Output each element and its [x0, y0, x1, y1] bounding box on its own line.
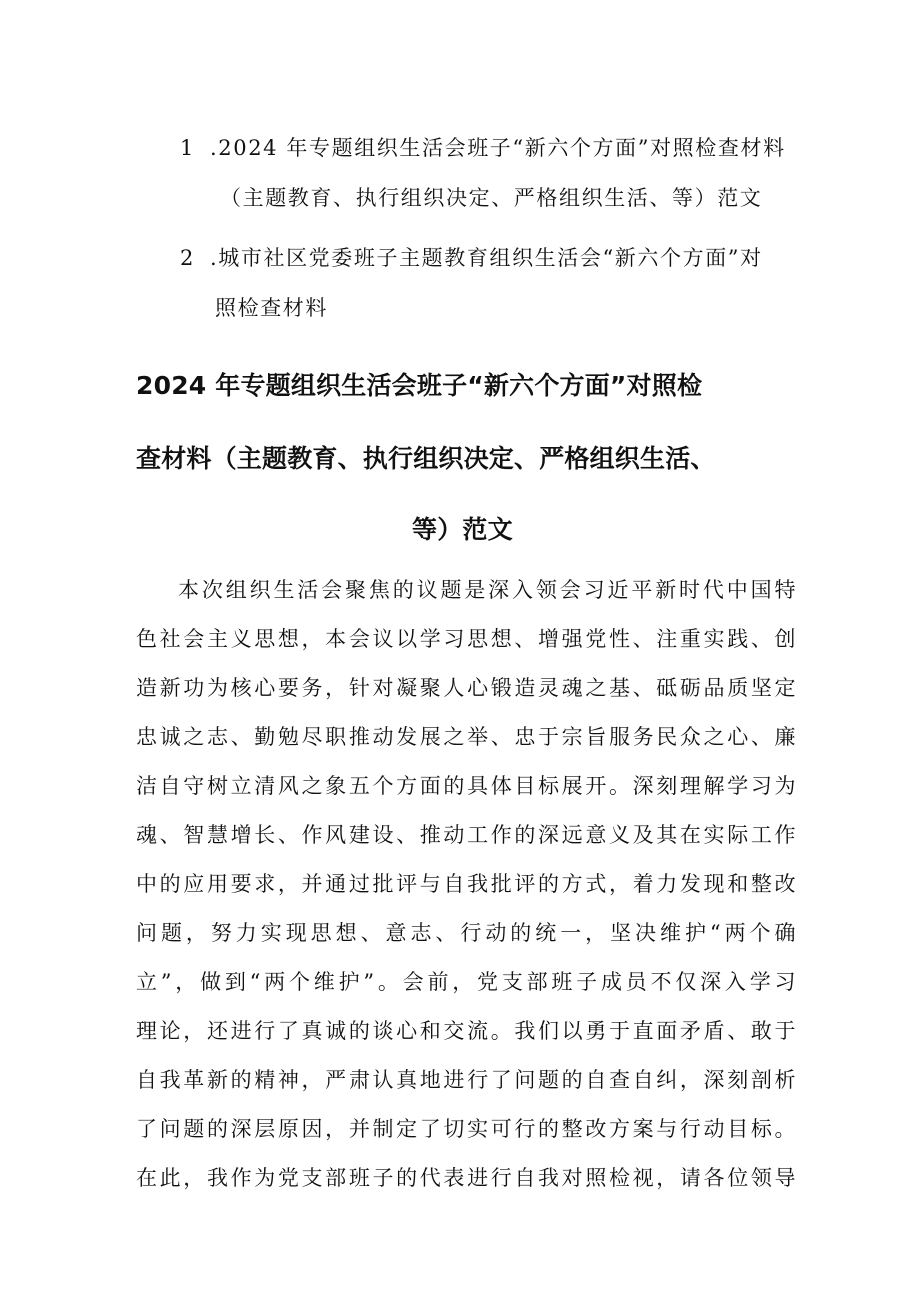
body-line: 忠诚之志、勤勉尽职推动发展之举、忠于宗旨服务民众之心、廉 [136, 725, 796, 749]
body-line: 本次组织生活会聚焦的议题是深入领会习近平新时代中国特 [178, 578, 796, 602]
document-title-line-2: 查材料（主题教育、执行组织决定、严格组织生活、 [136, 444, 716, 473]
document-title-line-3: 等）范文 [412, 515, 513, 544]
toc-item-text: .城市社区党委班子主题教育组织生活会“新六个方面”对 [210, 246, 763, 270]
toc-item-number: 1 [180, 136, 195, 160]
body-line: 在此，我作为党支部班子的代表进行自我对照检视，请各位领导 [136, 1166, 796, 1190]
body-line: 理论，还进行了真诚的谈心和交流。我们以勇于直面矛盾、敢于 [136, 1019, 796, 1043]
toc-item-number: 2 [180, 246, 195, 270]
toc-item-2[interactable] [180, 242, 763, 272]
body-line: 色社会主义思想，本会议以学习思想、增强党性、注重实践、创 [136, 627, 796, 651]
toc-item-1-continuation[interactable]: （主题教育、执行组织决定、严格组织生活、等）范文 [220, 186, 763, 210]
toc-item-1[interactable] [180, 132, 786, 162]
body-line: 造新功为核心要务，针对凝聚人心锻造灵魂之基、砥砺品质坚定 [136, 676, 796, 700]
document-title-line-1: 2024 年专题组织生活会班子“新六个方面”对照检 [136, 371, 703, 400]
body-line: 问题，努力实现思想、意志、行动的统一，坚决维护“两个确 [136, 921, 796, 945]
toc-item-2-continuation[interactable]: 照检查材料 [215, 296, 328, 320]
body-line: 立”，做到“两个维护”。会前，党支部班子成员不仅深入学习 [136, 970, 796, 994]
body-line: 中的应用要求，并通过批评与自我批评的方式，着力发现和整改 [136, 872, 796, 896]
toc-item-text: .2024 年专题组织生活会班子“新六个方面”对照检查材料 [210, 136, 786, 160]
body-line: 了问题的深层原因，并制定了切实可行的整改方案与行动目标。 [136, 1117, 796, 1141]
body-line: 自我革新的精神，严肃认真地进行了问题的自查自纠，深刻剖析 [136, 1068, 796, 1092]
body-line: 洁自守树立清风之象五个方面的具体目标展开。深刻理解学习为 [136, 774, 796, 798]
body-line: 魂、智慧增长、作风建设、推动工作的深远意义及其在实际工作 [136, 823, 796, 847]
